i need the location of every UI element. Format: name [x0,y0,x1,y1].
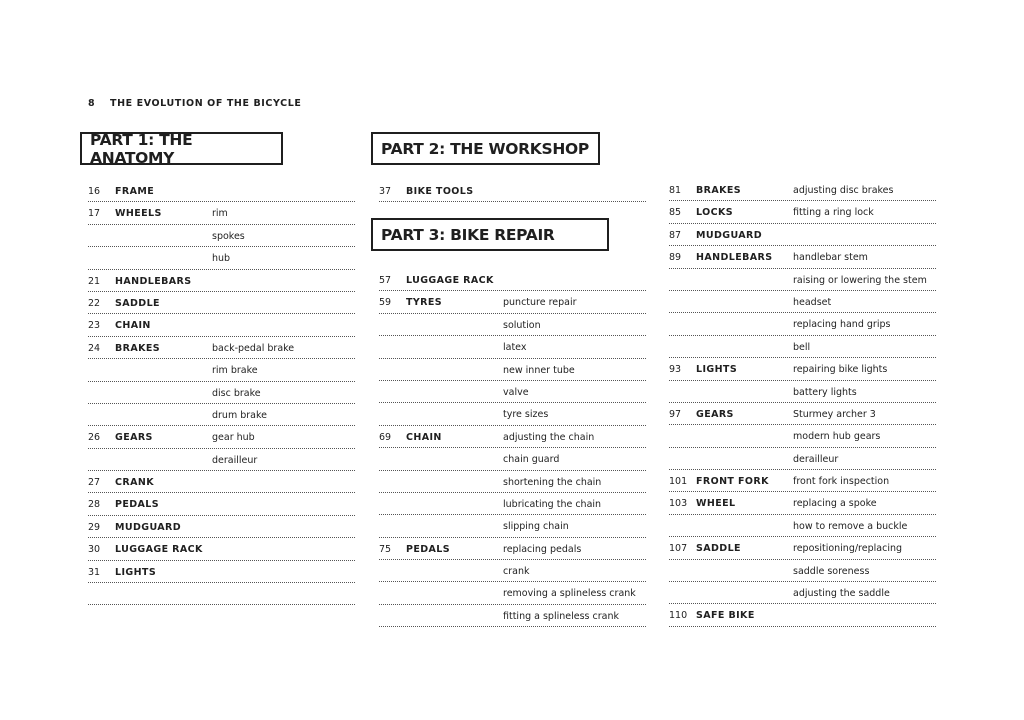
part-3-heading [371,218,609,251]
toc-page-number: 97 [669,408,682,420]
toc-section-title: LUGGAGE RACK [115,544,203,556]
toc-page-number: 29 [88,521,101,533]
toc-section-title: BRAKES [115,342,161,354]
toc-page-number: 21 [88,275,101,287]
toc-page-number: 37 [379,186,392,197]
toc-section-title: MUDGUARD [696,229,763,241]
toc-page-number: 26 [88,432,101,444]
toc-page-number: 75 [379,543,392,555]
toc-row [379,269,646,291]
toc-page-number: 110 [669,610,688,622]
book-title: THE EVOLUTION OF THE BICYCLE [110,98,302,109]
toc-section-title: GEARS [696,408,734,420]
toc-row [379,538,646,560]
part-1-heading [80,132,283,165]
toc-row [669,403,936,425]
toc-subtopic: rim [212,208,228,220]
toc-row [379,180,646,202]
toc-page-number: 103 [669,498,688,510]
toc-row [379,359,646,381]
toc-row [88,292,355,314]
toc-row [88,561,355,583]
contents-column-1 [88,180,355,605]
toc-subtopic: spokes [212,230,245,242]
toc-subtopic: repairing bike lights [793,364,888,376]
contents-column-2-workshop [379,180,646,202]
toc-subtopic: modern hub gears [793,431,881,443]
toc-page-number: 101 [669,476,688,488]
toc-row [669,425,936,447]
toc-subtopic: replacing a spoke [793,498,877,510]
toc-subtopic: replacing hand grips [793,319,891,331]
toc-row [379,403,646,425]
toc-section-title: FRONT FORK [696,476,769,488]
toc-subtopic: replacing pedals [503,543,582,555]
toc-row [379,471,646,493]
toc-subtopic: adjusting the chain [503,431,595,443]
toc-page-number: 24 [88,342,101,354]
toc-section-title: PEDALS [115,499,159,511]
toc-subtopic: back-pedal brake [212,342,295,354]
toc-subtopic: solution [503,319,541,331]
toc-section-title: TYRES [406,297,443,309]
toc-subtopic: valve [503,386,529,398]
toc-page-number: 28 [88,499,101,511]
toc-subtopic: lubricating the chain [503,498,602,510]
toc-page-number: 87 [669,229,682,241]
toc-row [379,582,646,604]
toc-row [379,560,646,582]
page-number: 8 [88,98,96,109]
toc-row [669,470,936,492]
toc-row [669,291,936,313]
toc-subtopic: slipping chain [503,521,569,533]
toc-section-title: SADDLE [696,543,741,555]
toc-subtopic: rim brake [212,365,258,377]
toc-subtopic: tyre sizes [503,409,549,421]
toc-subtopic: hub [212,253,231,265]
toc-subtopic: saddle soreness [793,565,870,577]
toc-subtopic: chain guard [503,454,560,466]
part-1-label: PART 1: THE ANATOMY [90,130,193,167]
toc-page-number: 89 [669,252,682,264]
toc-subtopic: derailleur [793,453,839,465]
toc-section-title: SADDLE [115,297,160,309]
toc-section-title: LOCKS [696,207,733,219]
toc-section-title: MUDGUARD [115,521,182,533]
toc-row [88,449,355,471]
contents-column-2-repair [379,269,646,627]
toc-subtopic: raising or lowering the stem [793,274,927,286]
toc-subtopic: gear hub [212,432,255,444]
toc-subtopic: new inner tube [503,364,575,376]
toc-row [88,583,355,605]
toc-subtopic: fitting a ring lock [793,207,874,219]
toc-section-title: FRAME [115,186,155,197]
running-header [88,98,301,109]
toc-row [669,246,936,268]
toc-section-title: GEARS [115,432,153,444]
toc-page-number: 59 [379,297,392,309]
toc-subtopic: shortening the chain [503,476,602,488]
toc-section-title: WHEELS [115,208,162,220]
toc-row [379,426,646,448]
toc-subtopic: fitting a splineless crank [503,610,619,622]
toc-section-title: PEDALS [406,543,450,555]
toc-subtopic: handlebar stem [793,252,868,264]
toc-row [669,560,936,582]
part-2-heading [371,132,600,165]
toc-row [88,202,355,224]
toc-row [669,269,936,291]
toc-section-title: WHEEL [696,498,736,510]
toc-page-number: 31 [88,566,101,578]
toc-row [379,515,646,537]
toc-row [88,516,355,538]
toc-row [669,492,936,514]
toc-row [88,426,355,448]
toc-subtopic: battery lights [793,386,857,398]
toc-subtopic: repositioning/replacing [793,543,903,555]
toc-row [88,538,355,560]
toc-section-title: CHAIN [406,431,442,443]
toc-section-title: CHAIN [115,320,151,332]
toc-row [88,225,355,247]
part-3-label: PART 3: BIKE REPAIR [381,225,555,244]
toc-section-title: LIGHTS [115,566,157,578]
toc-subtopic: adjusting disc brakes [793,185,894,196]
toc-row [669,201,936,223]
toc-subtopic: puncture repair [503,297,577,309]
toc-page-number: 85 [669,207,682,219]
toc-subtopic: derailleur [212,454,258,466]
toc-subtopic: headset [793,296,832,308]
toc-subtopic: Sturmey archer 3 [793,408,876,420]
toc-row [379,448,646,470]
toc-row [669,604,936,626]
toc-section-title: CRANK [115,477,154,489]
toc-row [379,493,646,515]
toc-row [88,314,355,336]
toc-row [669,358,936,380]
toc-section-title: LUGGAGE RACK [406,275,494,286]
toc-page-number: 17 [88,208,101,220]
toc-page-number: 23 [88,320,101,332]
toc-row [88,247,355,269]
toc-section-title: LIGHTS [696,364,738,376]
toc-subtopic: crank [503,566,530,578]
toc-page-number: 27 [88,477,101,489]
toc-row [88,404,355,426]
toc-subtopic: adjusting the saddle [793,588,890,600]
toc-row [88,359,355,381]
toc-subtopic: removing a splineless crank [503,588,636,600]
toc-row [379,381,646,403]
toc-page-number: 30 [88,544,101,556]
toc-row [88,337,355,359]
toc-section-title: HANDLEBARS [115,275,192,287]
toc-subtopic: how to remove a buckle [793,520,908,532]
toc-page-number: 69 [379,431,392,443]
toc-row [88,270,355,292]
toc-section-title: BRAKES [696,185,742,196]
toc-subtopic: drum brake [212,409,267,421]
toc-row [379,291,646,313]
toc-row [669,336,936,358]
toc-row [669,582,936,604]
toc-row [379,314,646,336]
toc-subtopic: front fork inspection [793,476,890,488]
toc-row [669,313,936,335]
toc-subtopic: bell [793,341,811,353]
toc-section-title: HANDLEBARS [696,252,773,264]
toc-subtopic: latex [503,342,527,354]
toc-page-number: 22 [88,297,101,309]
toc-page-number: 81 [669,185,682,196]
toc-row [88,382,355,404]
toc-page-number: 107 [669,543,688,555]
toc-row [669,179,936,201]
toc-page-number: 16 [88,186,101,197]
toc-row [88,471,355,493]
toc-page-number: 57 [379,275,392,286]
toc-row [379,336,646,358]
toc-subtopic: disc brake [212,387,261,399]
toc-page-number: 93 [669,364,682,376]
toc-row [669,448,936,470]
toc-row [669,537,936,559]
contents-column-3 [669,179,936,627]
toc-row [669,224,936,246]
toc-row [669,515,936,537]
toc-row [379,605,646,627]
toc-section-title: SAFE BIKE [696,610,755,622]
toc-row [669,381,936,403]
toc-row [88,180,355,202]
toc-section-title: BIKE TOOLS [406,186,474,197]
part-2-label: PART 2: THE WORKSHOP [381,139,589,158]
toc-row [88,493,355,515]
